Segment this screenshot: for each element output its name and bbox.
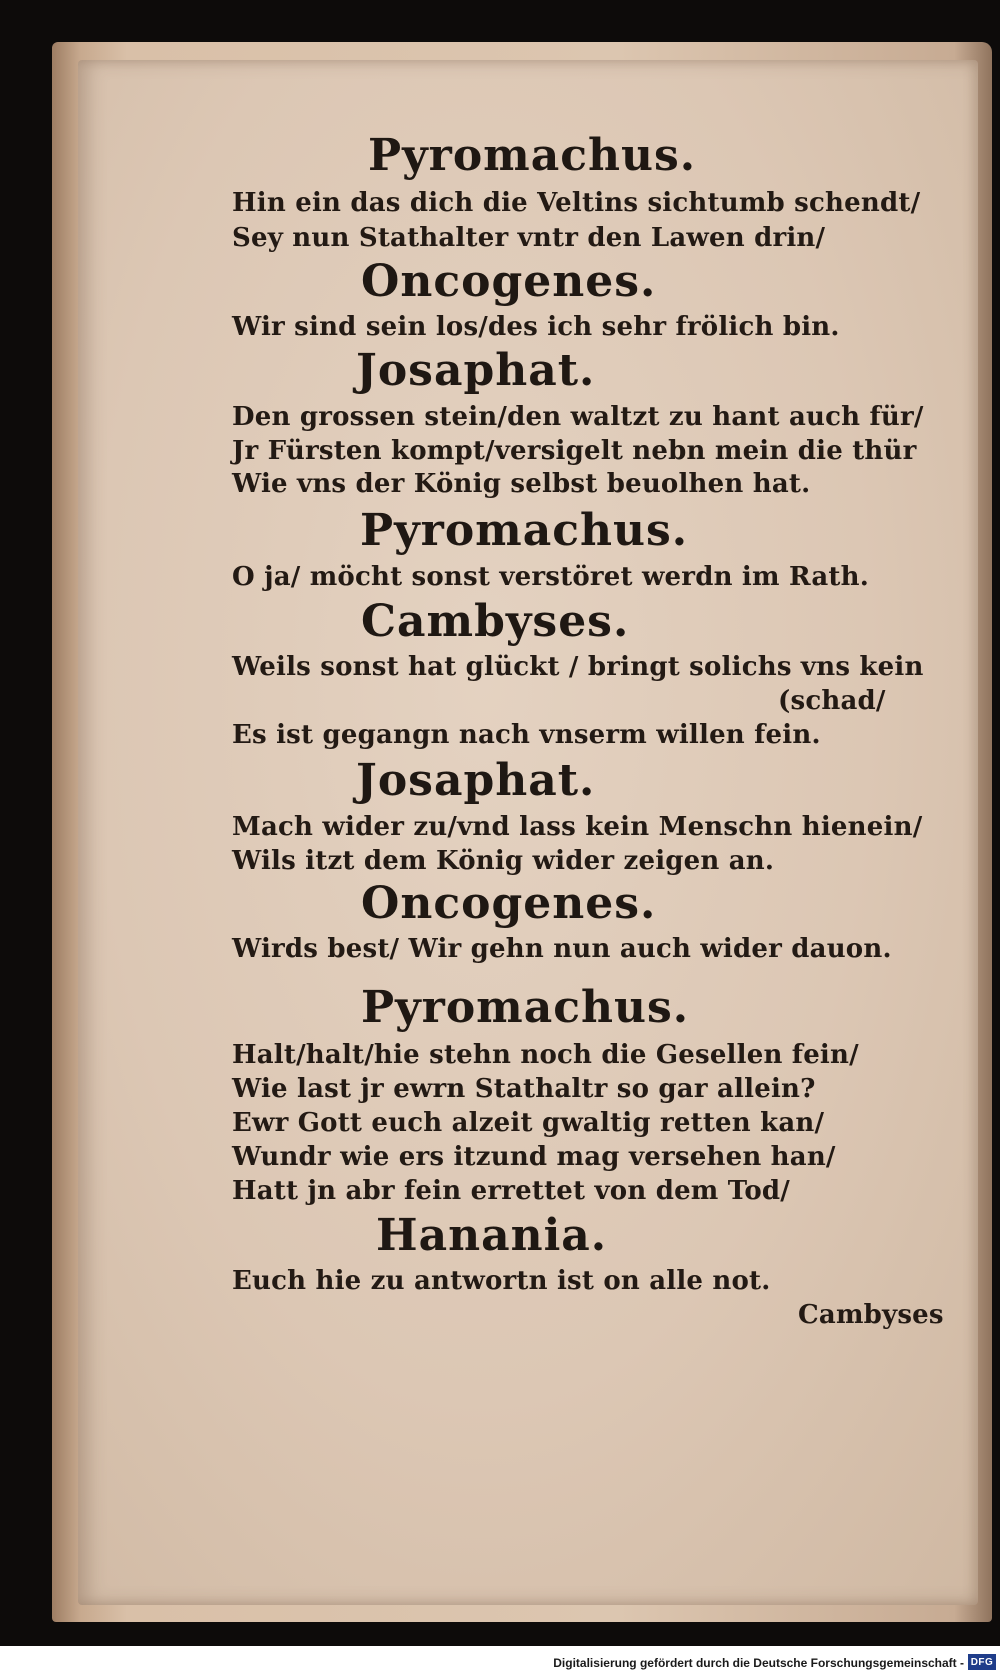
verse-line: Mach wider zu/vnd lass kein Menschn hienein/ (232, 812, 923, 842)
speaker-heading: Oncogenes. (361, 256, 657, 307)
verse-line: Den grossen stein/den waltzt zu hant auch für/ (232, 402, 924, 432)
verse-line: Sey nun Stathalter vntr den Lawen drin/ (232, 223, 826, 253)
verse-line: Jr Fürsten kompt/versigelt nebn mein die thür (232, 436, 917, 466)
speaker-heading: Oncogenes. (361, 878, 657, 929)
verse-line: Ewr Gott euch alzeit gwaltig retten kan/ (232, 1108, 825, 1138)
verse-line: Halt/halt/hie stehn noch die Gesellen fein/ (232, 1040, 859, 1070)
speaker-heading: Pyromachus. (360, 505, 689, 556)
verse-line: Es ist gegangn nach vnserm willen fein. (232, 720, 821, 750)
verse-line: Euch hie zu antwortn ist on alle not. (232, 1266, 771, 1296)
verse-line: Wils itzt dem König wider zeigen an. (232, 846, 775, 876)
dfg-logo: DFG (968, 1654, 996, 1670)
speaker-heading: Hanania. (376, 1210, 608, 1261)
verse-line: Wie last jr ewrn Stathaltr so gar allein? (232, 1074, 816, 1104)
catchword: Cambyses (798, 1300, 944, 1330)
verse-line-continuation: (schad/ (778, 686, 886, 716)
speaker-heading: Josaphat. (356, 345, 596, 396)
funding-credit: Digitalisierung gefördert durch die Deutsche Forschungsgemeinschaft - (553, 1656, 964, 1670)
verse-line: Hatt jn abr fein errettet von dem Tod/ (232, 1176, 790, 1206)
verse-line: Weils sonst hat glückt / bringt solichs vns kein (232, 652, 924, 682)
verse-line: O ja/ möcht sonst verstöret werdn im Rath. (232, 562, 869, 592)
verse-line: Wundr wie ers itzund mag versehen han/ (232, 1142, 836, 1172)
text-block (78, 60, 978, 1605)
speaker-heading: Pyromachus. (361, 982, 690, 1033)
speaker-heading: Cambyses. (361, 596, 630, 647)
verse-line: Wir sind sein los/des ich sehr frölich bin. (232, 312, 840, 342)
verse-line: Wie vns der König selbst beuolhen hat. (232, 469, 811, 499)
verse-line: Hin ein das dich die Veltins sichtumb schendt/ (232, 188, 921, 218)
book-page (78, 60, 978, 1605)
speaker-heading: Josaphat. (356, 755, 596, 806)
verse-line: Wirds best/ Wir gehn nun auch wider dauon. (232, 934, 892, 964)
speaker-heading: Pyromachus. (368, 130, 697, 181)
